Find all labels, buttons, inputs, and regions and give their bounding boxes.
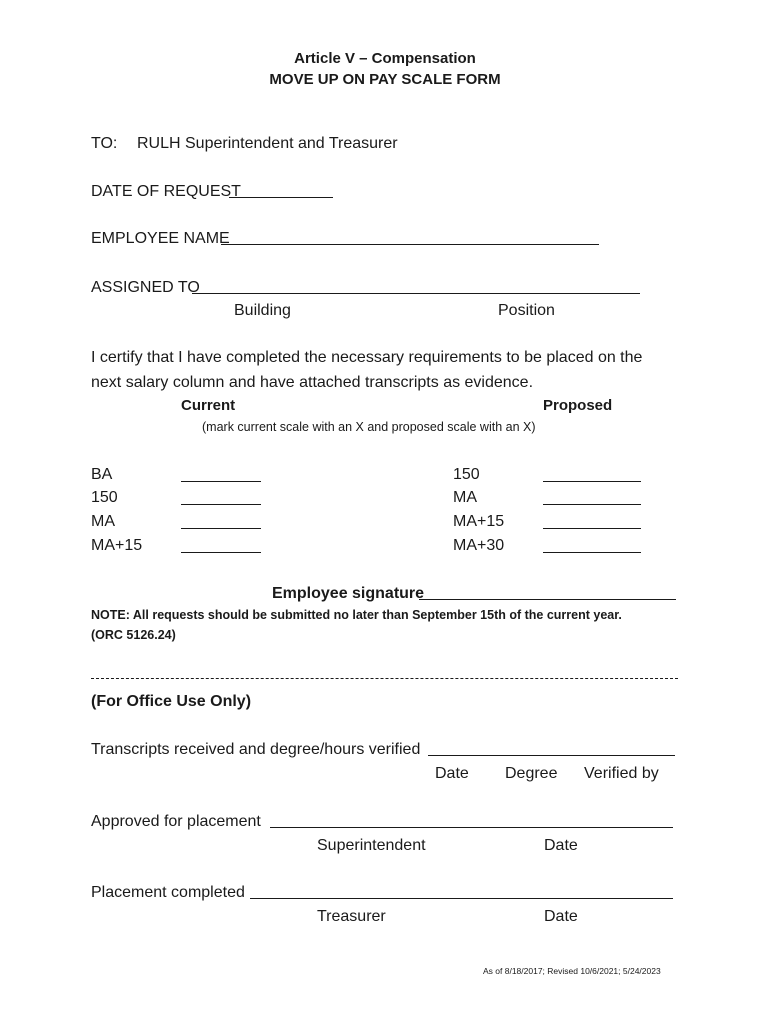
proposed-scale-ma15-line[interactable] bbox=[543, 528, 641, 529]
to-value: RULH Superintendent and Treasurer bbox=[137, 135, 398, 152]
transcripts-line[interactable] bbox=[428, 755, 675, 756]
placement-completed-line[interactable] bbox=[250, 898, 673, 899]
submission-note: NOTE: All requests should be submitted no later than September 15th of the current year. bbox=[91, 608, 622, 622]
current-scale-ba-line[interactable] bbox=[181, 481, 261, 482]
placement-completed-label: Placement completed bbox=[91, 884, 245, 901]
proposed-scale-ma30-line[interactable] bbox=[543, 552, 641, 553]
revision-date: As of 8/18/2017; Revised 10/6/2021; 5/24/2023 bbox=[483, 966, 661, 976]
proposed-scale-ma: MA bbox=[453, 489, 477, 506]
proposed-scale-150: 150 bbox=[453, 466, 480, 483]
transcripts-verified-caption: Verified by bbox=[584, 765, 659, 782]
proposed-scale-150-line[interactable] bbox=[543, 481, 641, 482]
form-title: MOVE UP ON PAY SCALE FORM bbox=[269, 71, 501, 88]
proposed-scale-ma30: MA+30 bbox=[453, 537, 505, 554]
assigned-to-line[interactable] bbox=[192, 293, 640, 294]
proposed-scale-ma15: MA+15 bbox=[453, 513, 505, 530]
form-article-title: Article V – Compensation bbox=[294, 50, 476, 67]
approved-placement-line[interactable] bbox=[270, 827, 673, 828]
certify-text-line1: I certify that I have completed the necessary requirements to be placed on the bbox=[91, 349, 643, 366]
proposed-heading: Proposed bbox=[543, 397, 613, 414]
office-use-heading: (For Office Use Only) bbox=[91, 693, 252, 710]
assigned-to-label: ASSIGNED TO bbox=[91, 279, 200, 296]
orc-reference: (ORC 5126.24) bbox=[91, 628, 176, 642]
current-scale-ma15: MA+15 bbox=[91, 537, 143, 554]
proposed-scale-ma-line[interactable] bbox=[543, 504, 641, 505]
scale-instruction: (mark current scale with an X and proposed scale with an X) bbox=[202, 420, 536, 434]
employee-name-label: EMPLOYEE NAME bbox=[91, 230, 230, 247]
office-use-divider bbox=[91, 678, 678, 679]
approved-date-caption: Date bbox=[544, 837, 578, 854]
placement-date-caption: Date bbox=[544, 908, 578, 925]
transcripts-degree-caption: Degree bbox=[505, 765, 558, 782]
current-scale-150: 150 bbox=[91, 489, 118, 506]
date-of-request-line[interactable] bbox=[229, 197, 333, 198]
current-heading: Current bbox=[181, 397, 236, 414]
current-scale-ma-line[interactable] bbox=[181, 528, 261, 529]
assigned-position-caption: Position bbox=[498, 302, 555, 319]
employee-signature-label: Employee signature bbox=[272, 585, 425, 602]
approved-superintendent-caption: Superintendent bbox=[317, 837, 426, 854]
current-scale-150-line[interactable] bbox=[181, 504, 261, 505]
current-scale-ma15-line[interactable] bbox=[181, 552, 261, 553]
employee-name-line[interactable] bbox=[221, 244, 599, 245]
assigned-building-caption: Building bbox=[234, 302, 291, 319]
date-of-request-label: DATE OF REQUEST bbox=[91, 183, 241, 200]
transcripts-label: Transcripts received and degree/hours verified bbox=[91, 741, 421, 758]
to-label: TO: bbox=[91, 135, 118, 152]
current-scale-ma: MA bbox=[91, 513, 115, 530]
placement-treasurer-caption: Treasurer bbox=[317, 908, 386, 925]
transcripts-date-caption: Date bbox=[435, 765, 469, 782]
current-scale-ba: BA bbox=[91, 466, 113, 483]
employee-signature-line[interactable] bbox=[419, 599, 676, 600]
certify-text-line2: next salary column and have attached transcripts as evidence. bbox=[91, 374, 534, 391]
approved-placement-label: Approved for placement bbox=[91, 813, 261, 830]
